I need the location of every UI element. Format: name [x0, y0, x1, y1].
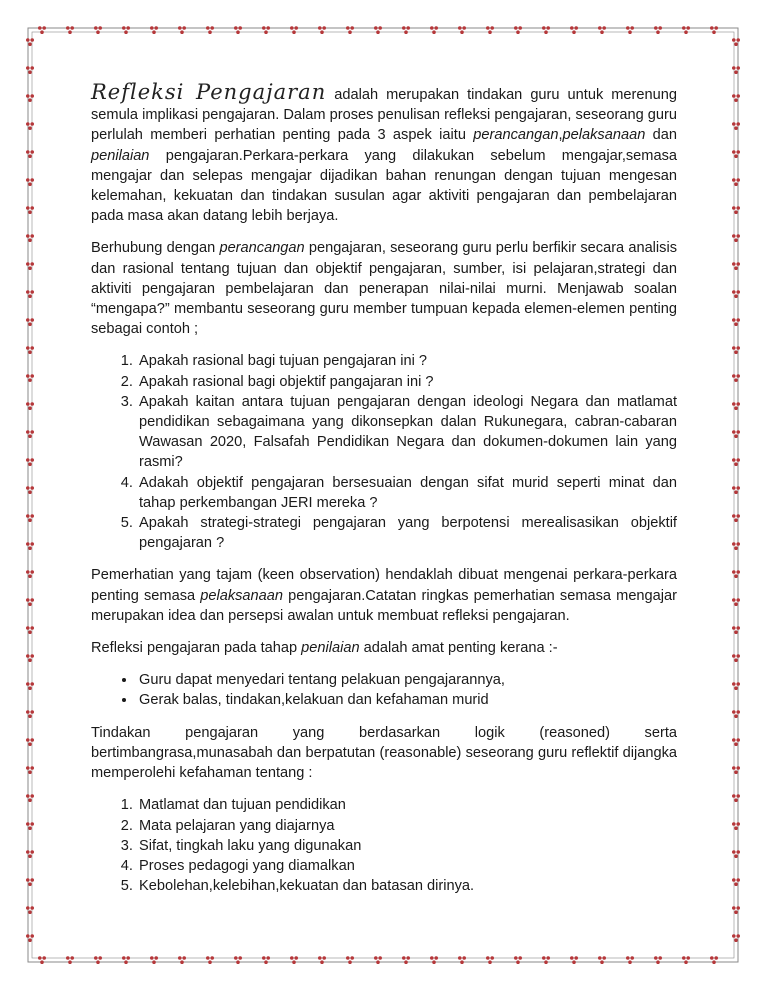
border-ornament: [514, 26, 522, 34]
border-ornament: [402, 956, 410, 964]
understanding-list: [91, 795, 677, 896]
list-item: 4. Proses pedagogi yang diamalkan: [137, 856, 677, 876]
border-ornament: [732, 878, 740, 886]
border-ornament: [26, 878, 34, 886]
border-ornament: [430, 26, 438, 34]
border-ornament: [26, 122, 34, 130]
list-item: 3. Apakah kaitan antara tujuan pengajaran dengan ideologi Negara dan matlamat pendidikan sebagaimana yang dikonsepkan dalan Rukunegara, cabran-cabaran Wawasan 2020, Falsafah Pendidikan Negara dan dokumen-dokumen lain yang rasmi?: [137, 392, 677, 473]
border-ornament: [732, 150, 740, 158]
border-ornament: [732, 206, 740, 214]
border-ornament: [26, 766, 34, 774]
border-ornament: [94, 26, 102, 34]
border-ornament: [732, 738, 740, 746]
border-ornament: [26, 542, 34, 550]
border-ornament: [206, 26, 214, 34]
border-ornament: [732, 822, 740, 830]
border-ornament: [26, 654, 34, 662]
planning-paragraph: Berhubung dengan perancangan pengajaran, seseorang guru perlu berfikir secara analisis dan rasional tentang tujuan dan objektif pengajaran, sumber, isi pelajaran,strategi dan aktiviti pengajaran pembelajaran dan penerapan nilai-nilai murni. Menjawab soalan “mengapa?” membantu seseorang guru member tumpuan kepada elemen-elemen penting sebagai contoh ;: [91, 240, 678, 338]
border-ornament: [150, 26, 158, 34]
border-ornament: [732, 290, 740, 298]
border-ornament: [26, 570, 34, 578]
border-ornament: [732, 374, 740, 382]
border-ornament: [732, 430, 740, 438]
border-ornament: [122, 26, 130, 34]
border-ornament: [94, 956, 102, 964]
border-ornament: [26, 682, 34, 690]
border-ornament: [262, 956, 270, 964]
list-item: 3. Sifat, tingkah laku yang digunakan: [137, 836, 677, 856]
border-ornament: [26, 710, 34, 718]
border-ornament: [318, 956, 326, 964]
border-ornament: [374, 26, 382, 34]
border-ornament: [290, 26, 298, 34]
list-item: 5. Apakah strategi-strategi pengajaran yang berpotensi merealisasikan objektif pengajaran ?: [137, 513, 677, 553]
evaluation-bullets: [91, 670, 677, 710]
border-ornament: [26, 66, 34, 74]
border-ornament: [26, 402, 34, 410]
border-ornament: [262, 26, 270, 34]
border-ornament: [732, 710, 740, 718]
border-ornament: [732, 850, 740, 858]
border-ornament: [122, 956, 130, 964]
border-ornament: [710, 26, 718, 34]
border-ornament: [570, 26, 578, 34]
border-ornament: [26, 38, 34, 46]
border-ornament: [26, 486, 34, 494]
border-ornament: [26, 906, 34, 914]
border-ornament: [542, 956, 550, 964]
border-ornament: [26, 794, 34, 802]
border-ornament: [732, 766, 740, 774]
border-ornament: [26, 458, 34, 466]
border-ornament: [732, 458, 740, 466]
border-ornament: [234, 26, 242, 34]
border-ornament: [206, 956, 214, 964]
border-ornament: [26, 738, 34, 746]
list-item: 2. Mata pelajaran yang diajarnya: [137, 816, 677, 836]
border-ornament: [732, 542, 740, 550]
list-item: 1. Matlamat dan tujuan pendidikan: [137, 795, 677, 815]
border-ornament: [26, 430, 34, 438]
document-body: [91, 82, 677, 908]
border-ornament: [542, 26, 550, 34]
border-ornament: [732, 262, 740, 270]
list-item: 2. Apakah rasional bagi objektif pangajaran ini ?: [137, 372, 677, 392]
border-ornament: [26, 598, 34, 606]
border-ornament: [732, 38, 740, 46]
list-item: 5. Kebolehan,kelebihan,kekuatan dan batasan dirinya.: [137, 876, 677, 896]
border-ornament: [38, 26, 46, 34]
border-ornament: [38, 956, 46, 964]
border-ornament: [26, 150, 34, 158]
intro-paragraph: Refleksi Pengajaran adalah merupakan tindakan guru untuk merenung semula implikasi pengajaran. Dalam proses penulisan refleksi pengajaran, seseorang guru perlulah memberi perhatian penting pada 3 aspek iaitu perancangan,pelaksanaan dan penilaian pengajaran.Perkara-perkara yang dilakukan sebelum mengajar,semasa mengajar dan selepas mengajar dijadikan bahan renungan dengan tujuan mengesan kelemahan, kekuatan dan tindakan susulan agar aktiviti pengajaran dan pembelajaran pada masa akan datang lebih berjaya.: [91, 80, 677, 225]
border-ornament: [570, 956, 578, 964]
border-ornament: [732, 234, 740, 242]
border-ornament: [486, 956, 494, 964]
border-ornament: [234, 956, 242, 964]
border-ornament: [26, 178, 34, 186]
border-ornament: [682, 26, 690, 34]
border-ornament: [318, 26, 326, 34]
border-ornament: [66, 26, 74, 34]
border-ornament: [150, 956, 158, 964]
document-title: Refleksi Pengajaran: [91, 80, 327, 104]
border-ornament: [732, 346, 740, 354]
border-ornament: [374, 956, 382, 964]
border-ornament: [654, 26, 662, 34]
border-ornament: [178, 26, 186, 34]
border-ornament: [626, 26, 634, 34]
border-ornament: [732, 486, 740, 494]
reflective-teacher-paragraph: Tindakan pengajaran yang berdasarkan logik (reasoned) serta bertimbangrasa,munasabah dan berpatutan (reasonable) seseorang guru reflektif dijangka memperolehi kefahaman tentang :: [91, 724, 677, 782]
border-ornament: [626, 956, 634, 964]
list-item: 1. Apakah rasional bagi tujuan pengajaran ini ?: [137, 351, 677, 371]
border-ornament: [514, 956, 522, 964]
list-item: 4. Adakah objektif pengajaran bersesuaian dengan sifat murid seperti minat dan tahap perkembangan JERI mereka ?: [137, 473, 677, 513]
border-ornament: [26, 318, 34, 326]
bullet-item: • Gerak balas, tindakan,kelakuan dan kefahaman murid: [137, 690, 677, 710]
border-ornament: [66, 956, 74, 964]
implementation-paragraph: Pemerhatian yang tajam (keen observation) hendaklah dibuat mengenai perkara-perkara penting semasa pelaksanaan pengajaran.Catatan ringkas pemerhatian semasa mengajar merupakan idea dan persepsi awalan untuk membuat refleksi pengajaran.: [91, 567, 677, 624]
border-ornament: [682, 956, 690, 964]
border-ornament: [26, 290, 34, 298]
border-ornament: [732, 94, 740, 102]
border-ornament: [710, 956, 718, 964]
border-ornament: [732, 654, 740, 662]
border-ornament: [458, 26, 466, 34]
border-ornament: [732, 906, 740, 914]
border-ornament: [26, 934, 34, 942]
border-ornament: [486, 26, 494, 34]
border-ornament: [458, 956, 466, 964]
evaluation-paragraph: Refleksi pengajaran pada tahap penilaian adalah amat penting kerana :-: [91, 640, 558, 657]
border-ornament: [26, 206, 34, 214]
border-ornament: [290, 956, 298, 964]
border-ornament: [732, 570, 740, 578]
border-ornament: [732, 318, 740, 326]
border-ornament: [26, 626, 34, 634]
border-ornament: [402, 26, 410, 34]
planning-questions-list: [91, 351, 677, 553]
border-ornament: [732, 682, 740, 690]
border-ornament: [26, 822, 34, 830]
border-ornament: [732, 122, 740, 130]
border-ornament: [346, 26, 354, 34]
border-ornament: [26, 346, 34, 354]
border-ornament: [346, 956, 354, 964]
border-ornament: [598, 26, 606, 34]
border-ornament: [732, 934, 740, 942]
border-ornament: [732, 794, 740, 802]
bullet-item: • Guru dapat menyedari tentang pelakuan pengajarannya,: [137, 670, 677, 690]
border-ornament: [26, 262, 34, 270]
border-ornament: [26, 374, 34, 382]
border-ornament: [732, 598, 740, 606]
border-ornament: [654, 956, 662, 964]
border-ornament: [732, 514, 740, 522]
border-ornament: [732, 626, 740, 634]
border-ornament: [732, 66, 740, 74]
border-ornament: [178, 956, 186, 964]
border-ornament: [598, 956, 606, 964]
border-ornament: [732, 402, 740, 410]
border-ornament: [26, 850, 34, 858]
border-ornament: [732, 178, 740, 186]
border-ornament: [26, 234, 34, 242]
border-ornament: [26, 514, 34, 522]
border-ornament: [430, 956, 438, 964]
border-ornament: [26, 94, 34, 102]
